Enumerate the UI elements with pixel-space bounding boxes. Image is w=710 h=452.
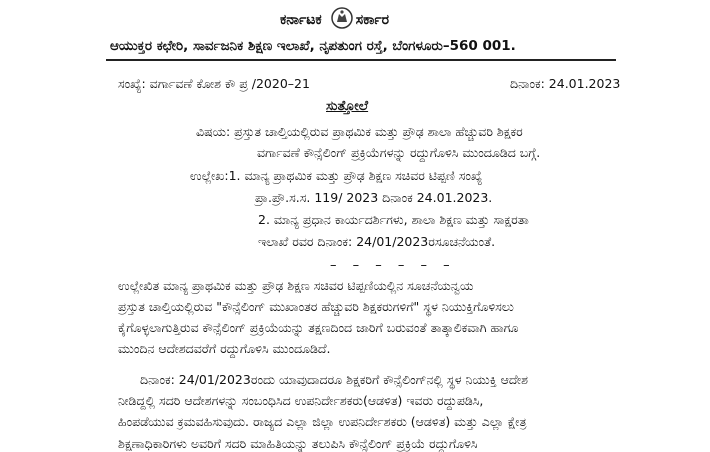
government-header xyxy=(280,12,389,28)
reference-2-line-2: ಇಲಾಖೆ ರವರ ದಿನಾಂಕ: 24/01/2023ರಸೂಚನೆಯಂತೆ. xyxy=(258,234,496,249)
reference-1-line-2: ಪ್ರಾ.ಪ್ರೌ.ಸ.ಸ. 119/ 2023 ದಿನಾಂಕ 24.01.2023. xyxy=(255,190,493,205)
subject-line-2: ವರ್ಗಾವಣೆ ಕೌನ್ಸೆಲಿಂಗ್ ಪ್ರಕ್ರಿಯೆಗಳನ್ನು ರದ್ದುಗೊಳಿಸಿ ಮುಂದೂಡಿದ ಬಗ್ಗೆ. xyxy=(257,145,541,160)
header-rule xyxy=(106,59,616,61)
section-separator: – – – – – – xyxy=(330,258,456,273)
reference-2-line-1: 2. ಮಾನ್ಯ ಪ್ರಧಾನ ಕಾರ್ಯದರ್ಶಿಗಳು, ಶಾಲಾ ಶಿಕ್ಷಣ ಮತ್ತು ಸಾಕ್ಷರತಾ xyxy=(258,212,529,227)
reference-1-line-1: ಉಲ್ಲೇಖ:1. ಮಾನ್ಯ ಪ್ರಾಥಮಿಕ ಮತ್ತು ಪ್ರೌಢ ಶಿಕ್ಷಣ ಸಚಿವರ ಟಿಪ್ಪಣಿ ಸಂಖ್ಯೆ xyxy=(190,168,483,183)
office-address: ಆಯುಕ್ತರ ಕಛೇರಿ, ಸಾರ್ವಜನಿಕ ಶಿಕ್ಷಣ ಇಲಾಖೆ, ನೃಪತುಂಗ ರಸ್ತೆ, ಬೆಂಗಳೂರು–560 001. xyxy=(110,38,516,54)
document-date: ದಿನಾಂಕ: 24.01.2023 xyxy=(510,76,621,91)
body-paragraph-1-line-1: ಉಲ್ಲೇಖಿತ ಮಾನ್ಯ ಪ್ರಾಥಮಿಕ ಮತ್ತು ಪ್ರೌಢ ಶಿಕ್ಷಣ ಸಚಿವರ ಟಿಪ್ಪಣಿಯಲ್ಲಿನ ಸೂಚನೆಯನ್ವಯ xyxy=(118,278,474,293)
circular-title: ಸುತ್ತೋಲೆ xyxy=(326,98,369,114)
government-word: ಸರ್ಕಾರ xyxy=(355,12,390,28)
reference-number: ಸಂಖ್ಯೆ: ವರ್ಗಾವಣೆ ಕೋಶ ಕೌ ಪ್ರ /2020–21 xyxy=(118,76,310,91)
body-paragraph-2-line-2: ನೀಡಿದ್ದಲ್ಲಿ ಸದರಿ ಆದೇಶಗಳನ್ನು ಸಂಬಂಧಿಸಿದ ಉಪನಿರ್ದೇಶಕರು(ಆಡಳಿತ) ಇವರು ರದ್ದುಪಡಿಸಿ, xyxy=(118,393,484,408)
body-paragraph-1-line-3: ಕೈಗೊಳ್ಳಲಾಗುತ್ತಿರುವ ಕೌನ್ಸೆಲಿಂಗ್ ಪ್ರಕ್ರಿಯೆಯನ್ನು ತಕ್ಷಣದಿಂದ ಜಾರಿಗೆ ಬರುವಂತೆ ತಾತ್ಕಾಲಿಕವಾಗಿ ಹಾಗೂ xyxy=(118,320,519,335)
state-name: ಕರ್ನಾಟಕ xyxy=(280,12,322,28)
body-paragraph-1-line-4: ಮುಂದಿನ ಆದೇಶದವರೆಗೆ ರದ್ದುಗೊಳಿಸಿ ಮುಂದೂಡಿದೆ. xyxy=(118,341,331,356)
body-paragraph-2-line-1: ದಿನಾಂಕ: 24/01/2023ರಂದು ಯಾವುದಾದರೂ ಶಿಕ್ಷಕರಿಗೆ ಕೌನ್ಸೆಲಿಂಗ್‌ನಲ್ಲಿ ಸ್ಥಳ ನಿಯುಕ್ತಿ ಆದೇಶ xyxy=(140,372,528,387)
subject-line-1: ವಿಷಯ: ಪ್ರಸ್ತುತ ಚಾಲ್ತಿಯಲ್ಲಿರುವ ಪ್ರಾಥಮಿಕ ಮತ್ತು ಪ್ರೌಢ ಶಾಲಾ ಹೆಚ್ಚುವರಿ ಶಿಕ್ಷಕರ xyxy=(196,124,523,139)
body-paragraph-2-line-4: ಶಿಕ್ಷಣಾಧಿಕಾರಿಗಳು ಅವರಿಗೆ ಸದರಿ ಮಾಹಿತಿಯನ್ನು ತಲುಪಿಸಿ ಕೌನ್ಸೆಲಿಂಗ್ ಪ್ರಕ್ರಿಯೆ ರದ್ದುಗೊಳಿಸಿ xyxy=(118,436,478,451)
body-paragraph-1-line-2: ಪ್ರಸ್ತುತ ಚಾಲ್ತಿಯಲ್ಲಿರುವ "ಕೌನ್ಸೆಲಿಂಗ್ ಮುಖಾಂತರ ಹೆಚ್ಚುವರಿ ಶಿಕ್ಷಕರುಗಳಿಗೆ" ಸ್ಥಳ ನಿಯುಕ್ತಿಗೊಳಿಸಲು xyxy=(118,299,514,314)
body-paragraph-2-line-3: ಹಿಂಪಡೆಯುವ ಕ್ರಮವಹಿಸುವುದು. ರಾಜ್ಯದ ಎಲ್ಲಾ ಜಿಲ್ಲಾ ಉಪನಿರ್ದೇಶಕರು (ಆಡಳಿತ) ಮತ್ತು ಎಲ್ಲಾ ಕ್ಷೇತ್ರ xyxy=(118,414,527,429)
